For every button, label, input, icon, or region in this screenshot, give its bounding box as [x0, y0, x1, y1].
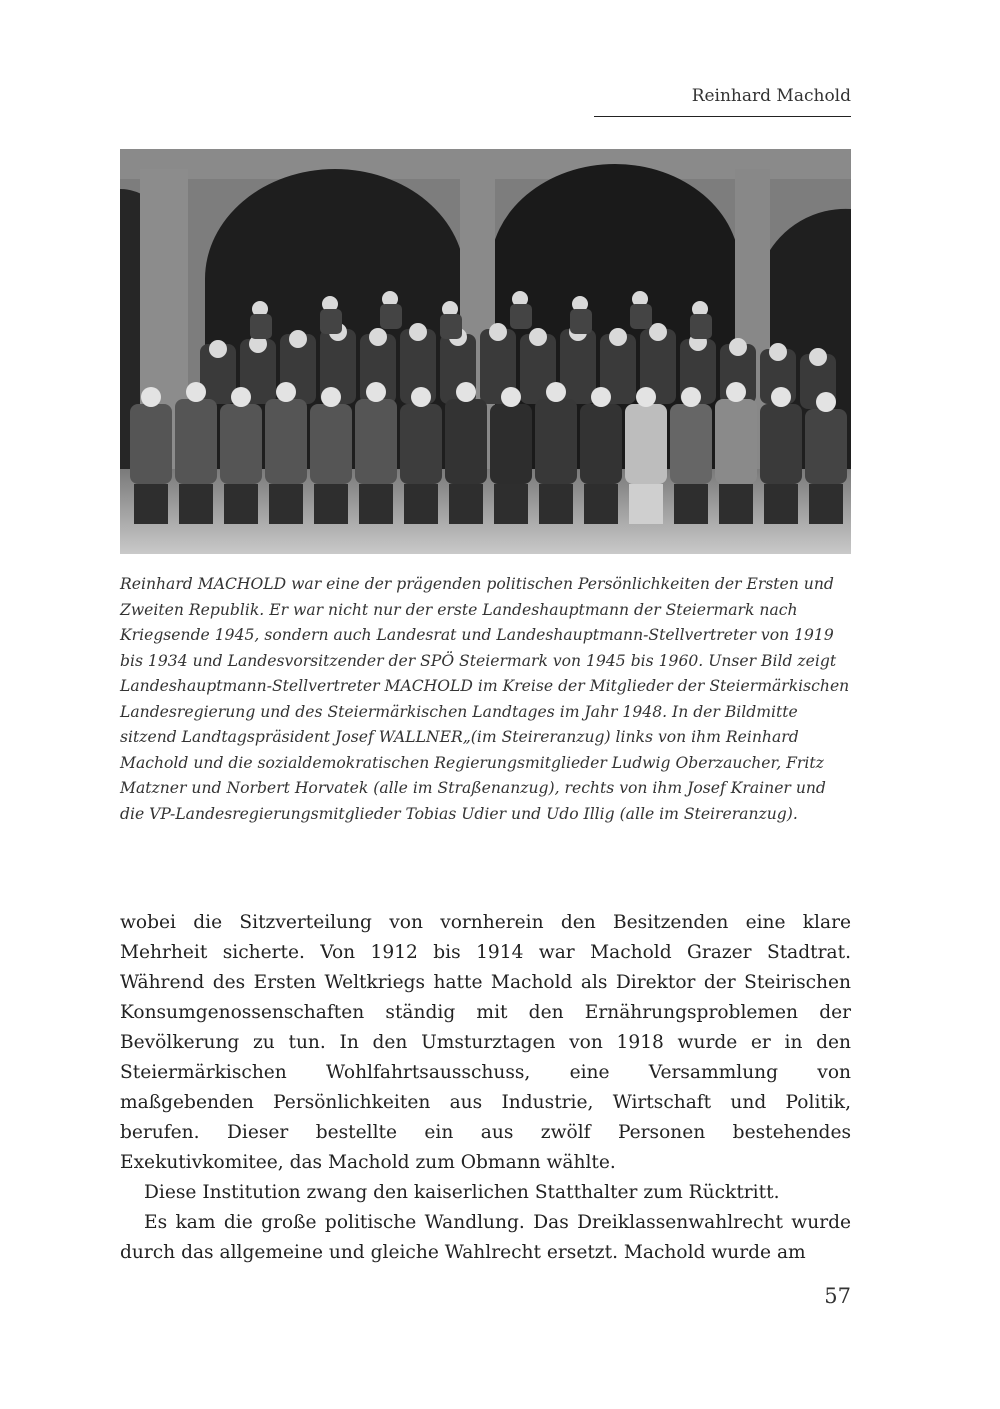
body-paragraph: Diese Institution zwang den kaiserlichen Statthalter zum Rücktritt. — [144, 1182, 780, 1203]
body-paragraph: Es kam die große politische Wandlung. Das Dreiklassenwahlrecht wurde durch das allgemeine und gleiche Wahlrecht ersetzt. Machold wurde am — [120, 1212, 851, 1263]
group-photo-illustration — [120, 149, 851, 554]
body-paragraph: wobei die Sitzverteilung von vornherein den Besitzenden eine klare Mehrheit sicherte. Von 1912 bis 1914 war Machold Grazer Stadtrat. Während des Ersten Weltkriegs hatte Machold als Direktor der Steirischen Konsumgenossenschaften ständig mit den Ernährungsproblemen der Bevölkerung zu tun. In den Umsturztagen von 1918 wurde er in den Steiermärkischen Wohlfahrtsausschuss, eine Versammlung von maßgebenden Persönlichkeiten aus Industrie, Wirtschaft und Politik, berufen. Dieser bestellte ein aus zwölf Personen bestehendes Exekutivkomitee, das Machold zum Obmann wählte. — [120, 912, 851, 1173]
group-photograph — [120, 149, 851, 554]
page-number: 57 — [824, 1284, 851, 1308]
running-head-title: Reinhard Machold — [691, 86, 851, 106]
photo-caption: Reinhard MACHOLD war eine der prägenden politischen Persönlichkeiten der Ersten und Zweiten Republik. Er war nicht nur der erste Landeshauptmann der Steiermark nach Kriegsende 1945, sondern auch Landesrat und Landeshauptmann-Stellvertreter von 1919 bis 1934 und Landesvorsitzender der SPÖ Steiermark von 1945 bis 1960. Unser Bild zeigt Landeshauptmann-Stellvertreter MACHOLD im Kreise der Mitglieder der Steiermärkischen Landesregierung und des Steiermärkischen Landtages im Jahr 1948. In der Bildmitte sitzend Landtagspräsident Josef WALLNER„(im Steireranzug) links von ihm Reinhard Machold und die sozialdemokratischen Regierungsmitglieder Ludwig Oberzaucher, Fritz Matzner und Norbert Horvatek (alle im Straßenanzug), rechts von ihm Josef Krainer und die VP-Landesregierungsmitglieder Tobias Udier und Udo Illig (alle im Steireranzug). — [120, 575, 850, 823]
header-rule — [594, 116, 851, 117]
body-text — [120, 908, 851, 1268]
